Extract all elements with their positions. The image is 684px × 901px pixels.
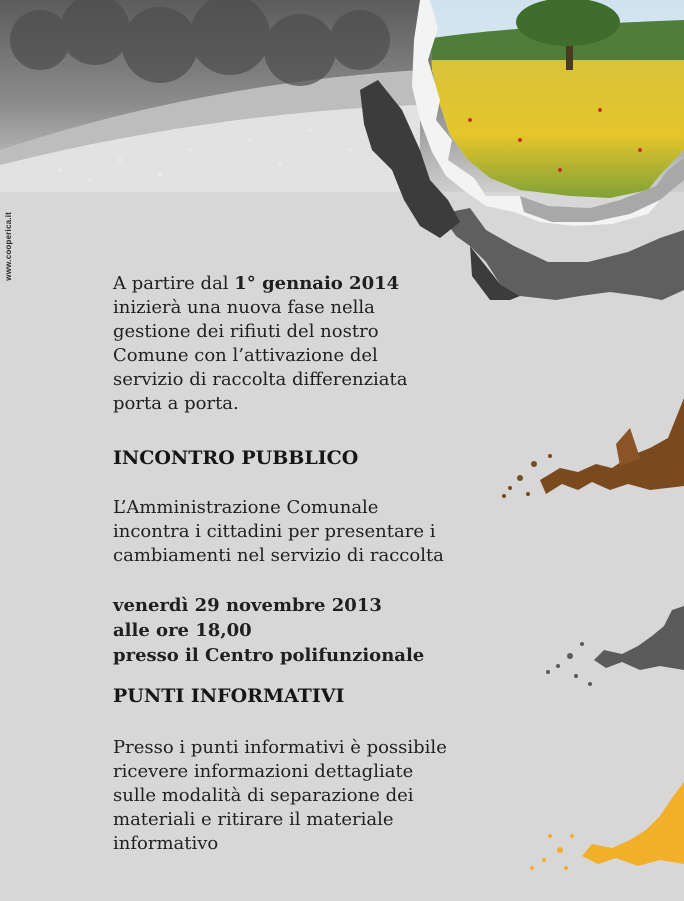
incontro-line-1: L’Amministrazione Comunale <box>113 497 379 518</box>
header-photo-banner <box>0 0 684 300</box>
incontro-line-2: incontra i cittadini per presentare i <box>113 521 436 542</box>
event-details <box>113 593 493 668</box>
event-place: presso il Centro polifunzionale <box>113 645 425 666</box>
intro-start-date: 1° gennaio 2014 <box>234 273 400 294</box>
intro-line-1: inizierà una nuova fase nella <box>113 297 375 318</box>
punti-line-1: Presso i punti informativi è possibile <box>113 737 447 758</box>
punti-line-2: ricevere informazioni dettagliate <box>113 761 414 782</box>
punti-line-4: materiali e ritirare il materiale <box>113 809 394 830</box>
punti-paragraph <box>113 736 493 856</box>
incontro-paragraph <box>113 496 493 568</box>
incontro-heading: INCONTRO PUBBLICO <box>113 447 359 469</box>
gray-splash-decoration <box>540 596 684 692</box>
punti-line-3: sulle modalità di separazione dei <box>113 785 414 806</box>
main-content <box>113 272 493 856</box>
intro-line-4: servizio di raccolta differenziata <box>113 369 408 390</box>
intro-line-2: gestione dei rifiuti del nostro <box>113 321 379 342</box>
intro-prefix: A partire dal <box>113 273 235 294</box>
website-credit: www.cooperica.it <box>4 212 13 281</box>
intro-paragraph <box>113 272 493 416</box>
intro-line-5: porta a porta. <box>113 393 239 414</box>
event-time: alle ore 18,00 <box>113 620 252 641</box>
punti-heading: PUNTI INFORMATIVI <box>113 685 345 707</box>
incontro-line-3: cambiamenti nel servizio di raccolta <box>113 545 444 566</box>
event-date: venerdì 29 novembre 2013 <box>113 595 382 616</box>
punti-line-5: informativo <box>113 833 219 854</box>
intro-line-3: Comune con l’attivazione del <box>113 345 378 366</box>
brown-splash-decoration <box>500 398 684 510</box>
yellow-splash-decoration <box>520 776 684 876</box>
